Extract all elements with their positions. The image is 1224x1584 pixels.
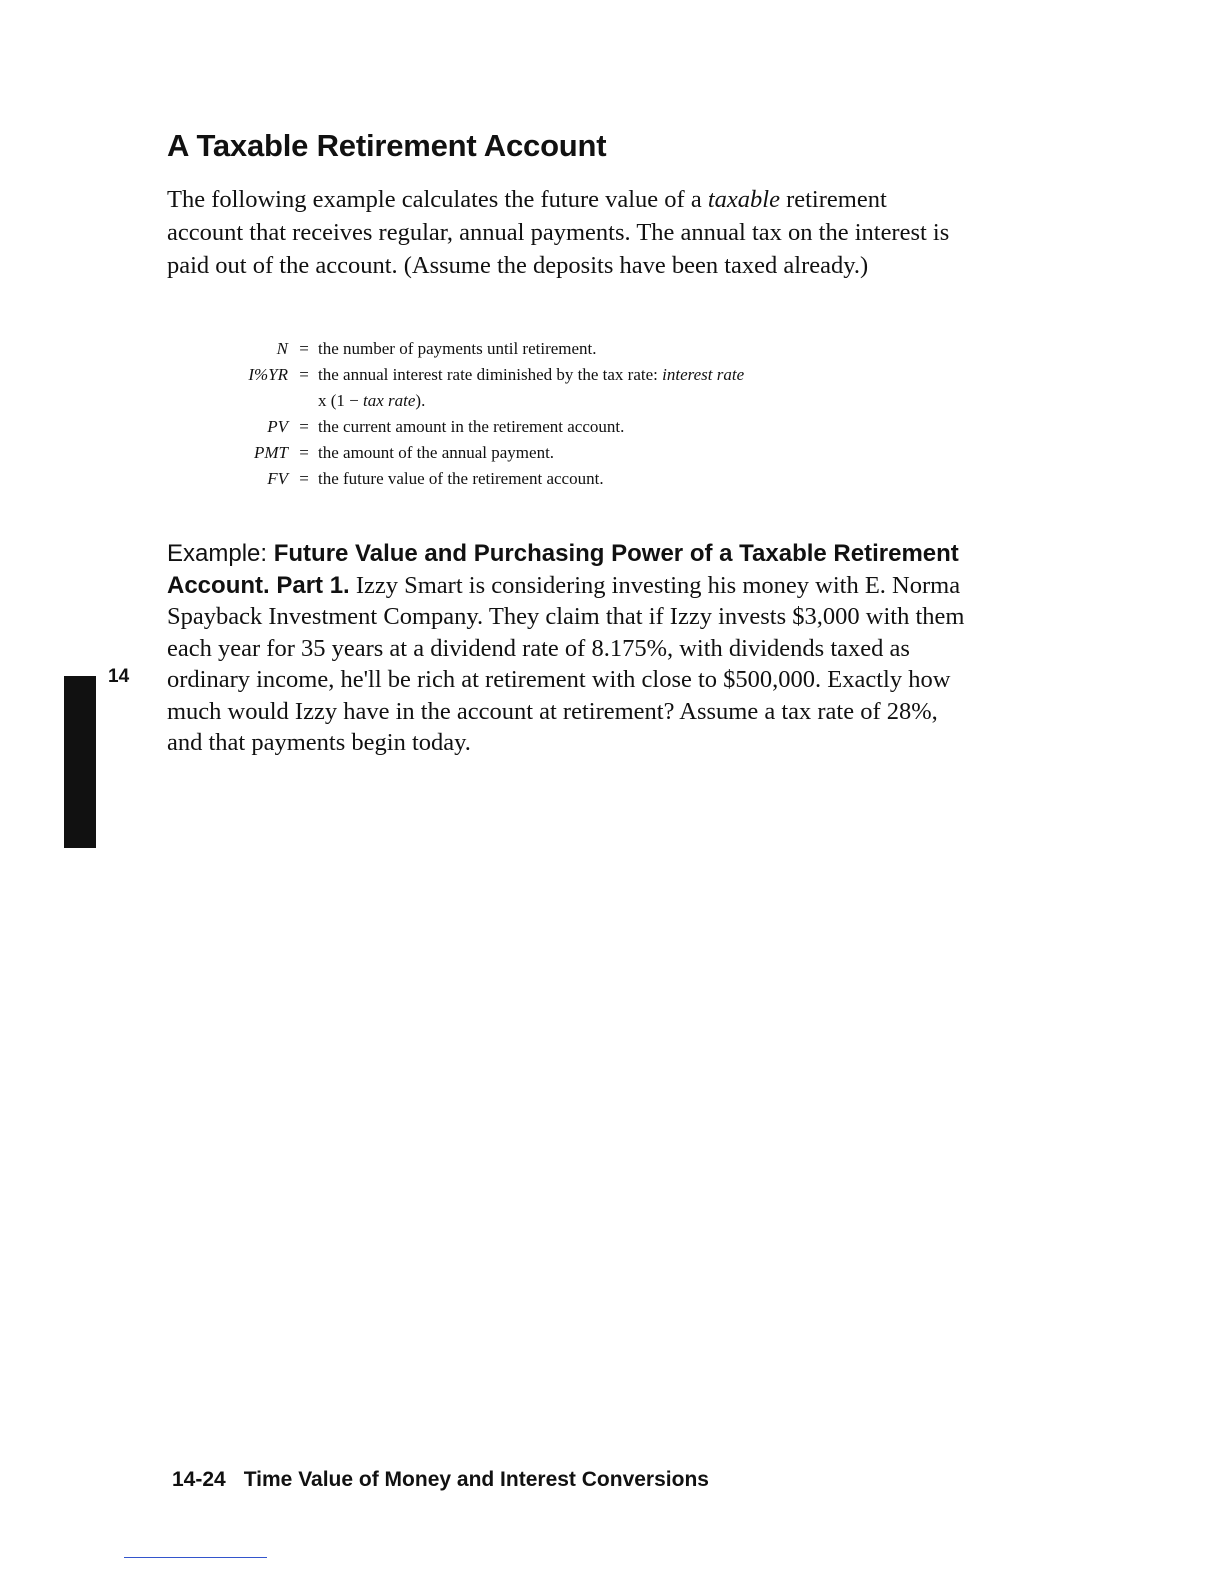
definition-equals: = (299, 339, 309, 358)
definition-row-pmt (190, 440, 990, 466)
definition-text: the number of payments until retirement. (318, 339, 597, 358)
definition-text: the annual interest rate diminished by the tax rate: (318, 365, 663, 384)
definition-row-iyr (190, 362, 990, 388)
footer-chapter-title: Time Value of Money and Interest Conversions (243, 1468, 709, 1491)
definition-variable: PMT (254, 443, 288, 462)
intro-emphasis: taxable (707, 186, 780, 213)
continuation-suffix: ). (415, 391, 426, 410)
definition-emphasis: interest rate (662, 365, 745, 384)
continuation-prefix: x (1 − (318, 391, 363, 410)
intro-text-start: The following example calculates the future value of a (167, 186, 708, 213)
definition-variable: N (276, 339, 288, 358)
footer-page-number: 14-24 (172, 1468, 226, 1491)
definition-row-fv (190, 466, 990, 492)
definition-equals: = (299, 469, 309, 488)
example-body: Izzy Smart is considering investing his money with E. Norma Spayback Investment Company. They claim that if Izzy invests $3,000 with them each year for 35 years at a dividend rate of 8.175%, with dividends taxed as ordinary income, he'll be rich at retirement with close to $500,000. Exactly how much would Izzy have in the account at retirement? Assume a tax rate of 28%, and that payments begin today. (167, 571, 965, 756)
example-title: Future Value and Purchasing Power of a Taxable Retirement Account. Part 1. (167, 540, 959, 599)
definition-text: the amount of the annual payment. (318, 443, 555, 462)
example-paragraph (167, 538, 977, 759)
definition-text-wrapper (314, 362, 990, 388)
definition-variable: FV (267, 469, 288, 488)
definition-continuation (190, 388, 990, 414)
bottom-divider (124, 1557, 267, 1558)
chapter-tab-number: 14 (108, 666, 130, 687)
intro-paragraph (167, 183, 967, 282)
definition-equals: = (299, 365, 309, 384)
intro-text-end: retirement account that receives regular, annual payments. The annual tax on the interest is paid out of the account. (Assume the deposits have been taxed already.) (167, 186, 950, 279)
definition-variable: PV (267, 417, 288, 436)
continuation-emphasis: tax rate (363, 391, 416, 410)
example-label: Example: (167, 540, 274, 567)
page-footer (172, 1468, 709, 1492)
definition-row-pv (190, 414, 990, 440)
definition-row-n (190, 336, 990, 362)
chapter-tab-marker (64, 676, 96, 848)
definition-variable: I%YR (248, 365, 288, 384)
definition-equals: = (299, 443, 309, 462)
definition-equals: = (299, 417, 309, 436)
section-heading: A Taxable Retirement Account (167, 128, 607, 163)
variable-definitions (190, 336, 990, 492)
definition-text: the current amount in the retirement account. (318, 417, 625, 436)
definition-text: the future value of the retirement account. (318, 469, 604, 488)
